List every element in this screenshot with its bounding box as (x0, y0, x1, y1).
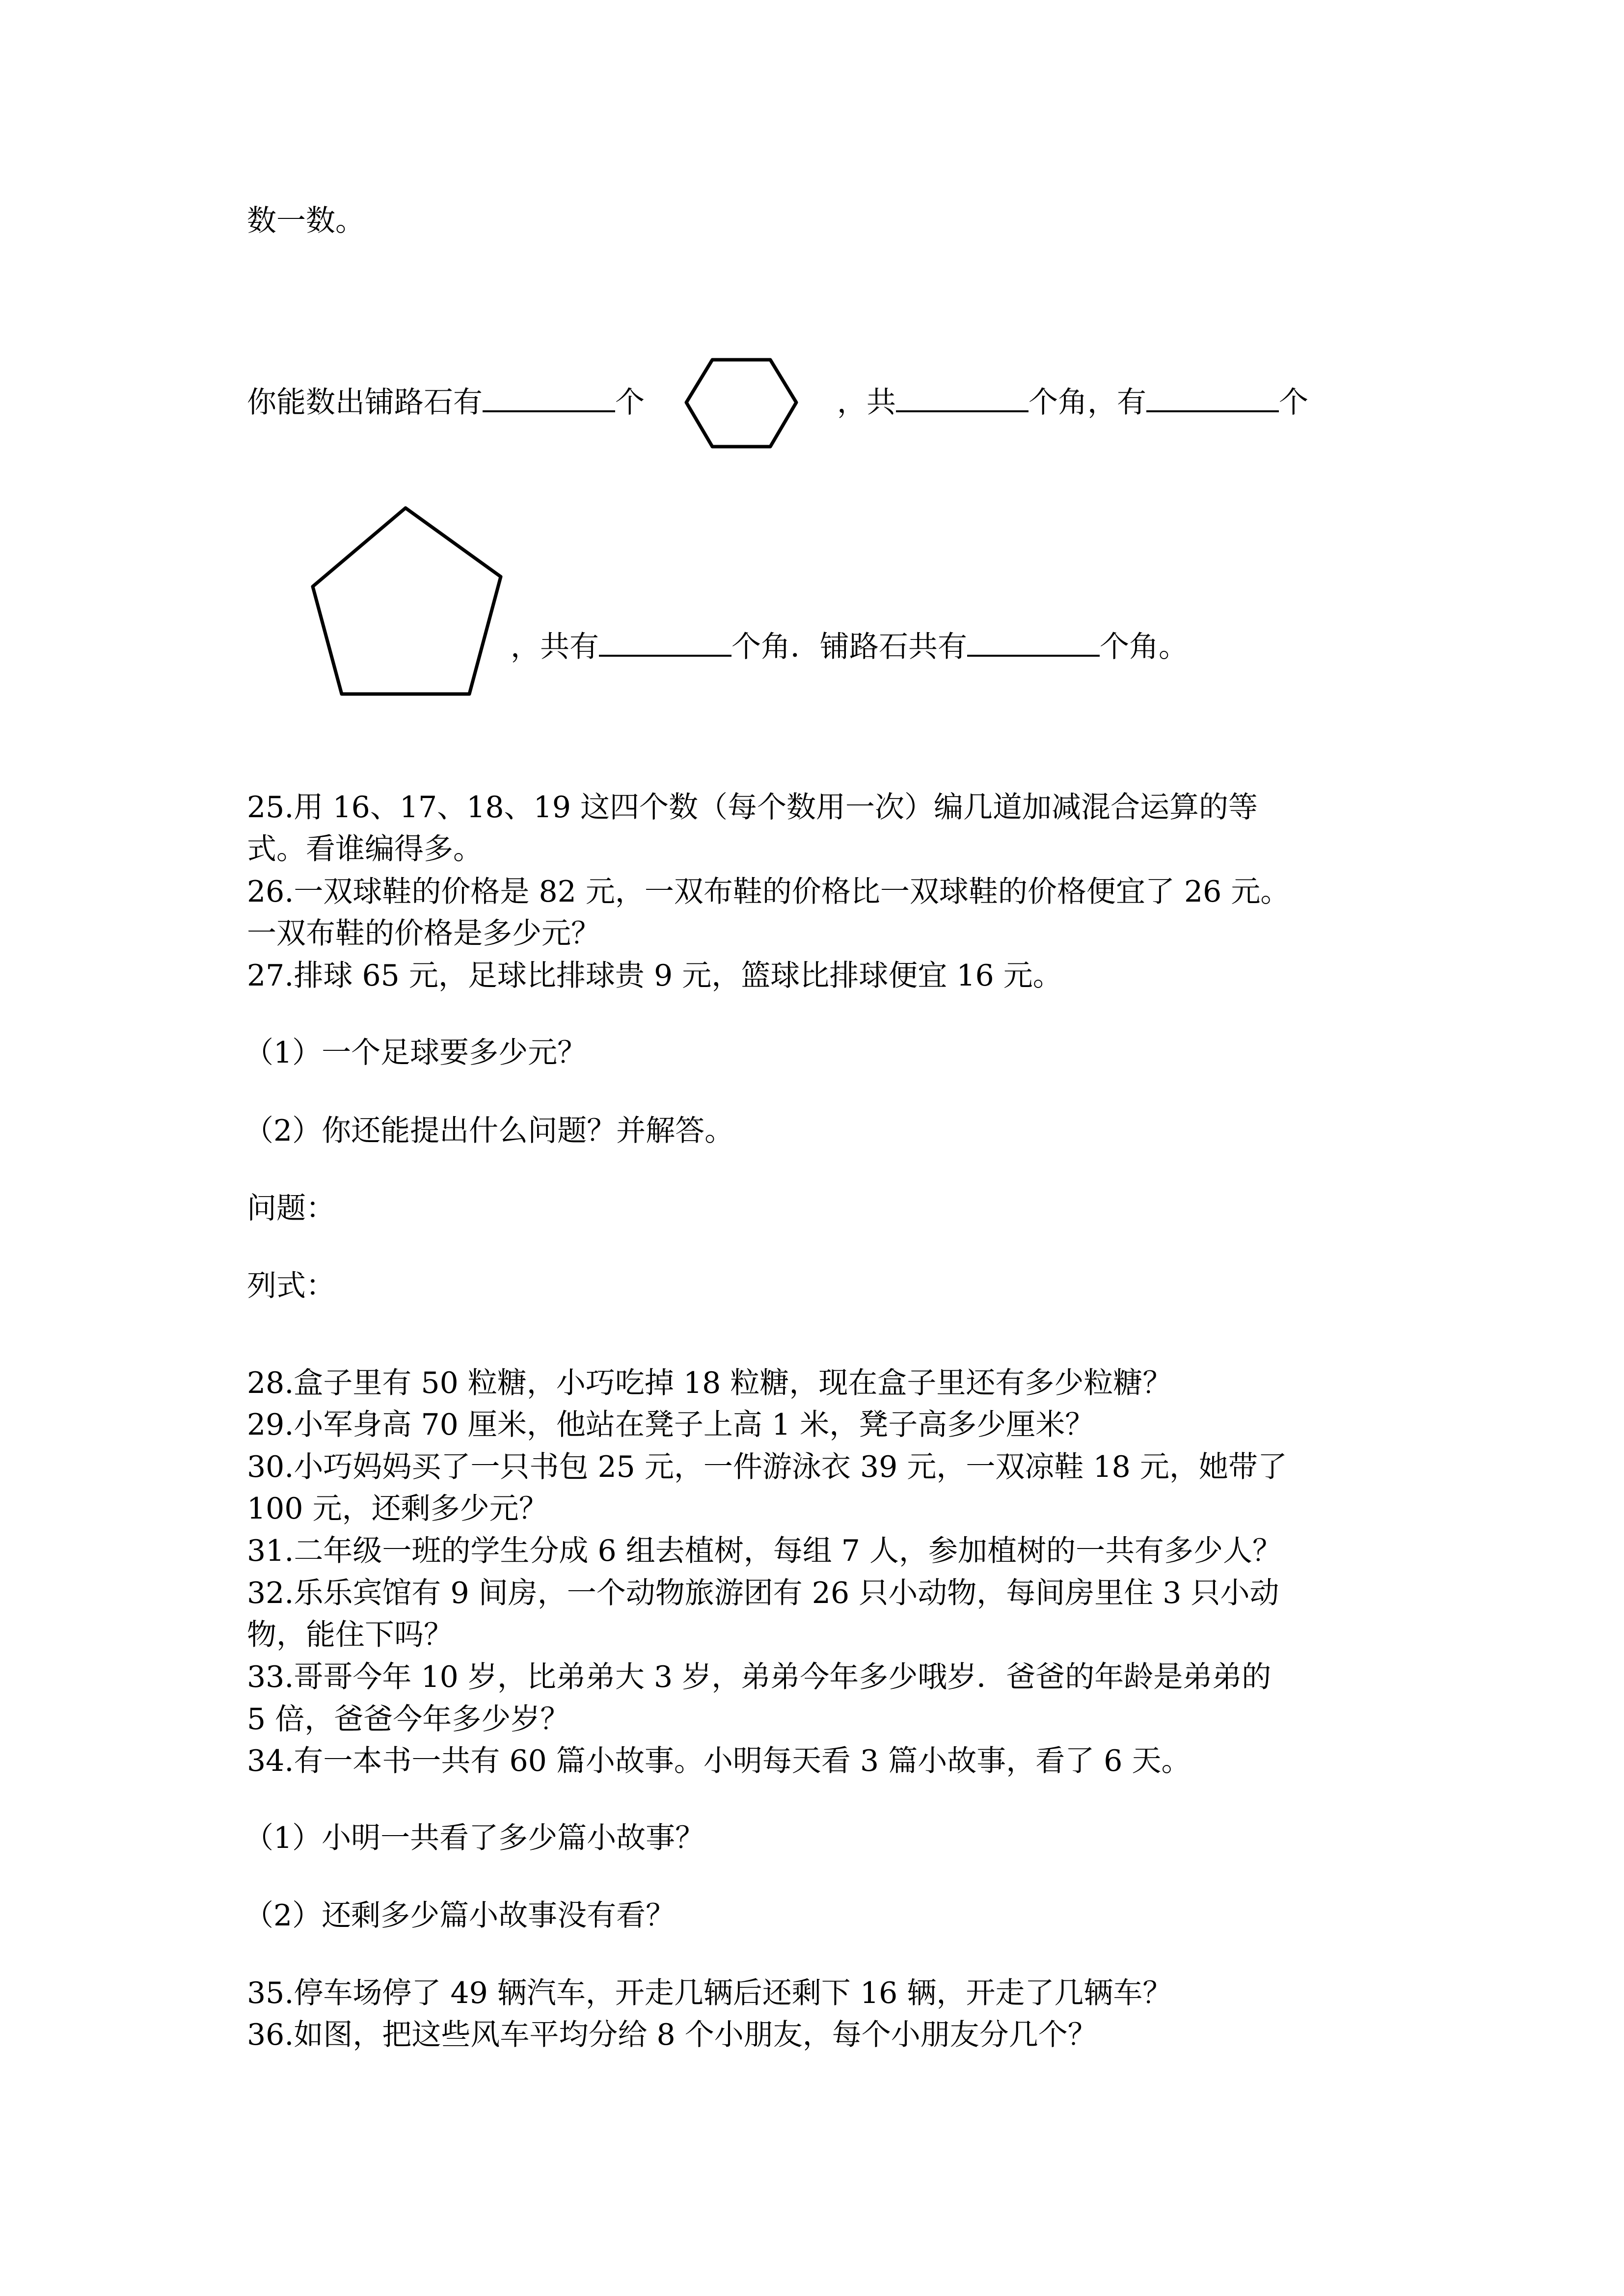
row2-text-c: 个角。 (1100, 630, 1188, 664)
q30-line1: 30.小巧妈妈买了一只书包 25 元，一件游泳衣 39 元，一双凉鞋 18 元，她带了 (247, 1450, 1287, 1484)
q26-line1: 26.一双球鞋的价格是 82 元，一双布鞋的价格比一双球鞋的价格便宜了 26 元。 (247, 875, 1290, 909)
q34-sub2: （2）还剩多少篇小故事没有看？ (244, 1898, 676, 1933)
q26-line2: 一双布鞋的价格是多少元？ (247, 916, 600, 951)
q28-text: 28.盒子里有 50 粒糖，小巧吃掉 18 粒糖，现在盒子里还有多少粒糖？ (247, 1366, 1172, 1400)
shapes-question-row1-right (837, 382, 1308, 423)
blank-pentagon-angles[interactable] (599, 627, 731, 657)
q27-formula-label: 列式： (247, 1269, 335, 1303)
intro-text: 数一数。 (247, 204, 365, 238)
row2-text-b: 个角．铺路石共有 (731, 630, 967, 664)
q32-line2: 物，能住下吗？ (247, 1618, 453, 1652)
blank-total-angles[interactable] (967, 627, 1100, 657)
pentagon-icon (307, 501, 508, 702)
row1-text-b: 个 (615, 385, 645, 420)
hexagon-icon (680, 353, 803, 456)
row1-text-c: ，共 (837, 385, 896, 420)
q27-line1: 27.排球 65 元，足球比排球贵 9 元，篮球比排球便宜 16 元。 (247, 959, 1062, 993)
q25-line2: 式。看谁编得多。 (247, 832, 483, 866)
q31-text: 31.二年级一班的学生分成 6 组去植树，每组 7 人，参加植树的一共有多少人？ (247, 1534, 1282, 1568)
q33-line2: 5 倍，爸爸今年多少岁？ (247, 1702, 570, 1736)
q36-text: 36.如图，把这些风车平均分给 8 个小朋友，每个小朋友分几个？ (247, 2018, 1097, 2052)
shapes-question-row1 (247, 382, 645, 423)
q34-line1: 34.有一本书一共有 60 篇小故事。小明每天看 3 篇小故事，看了 6 天。 (247, 1744, 1191, 1778)
q27-sub2: （2）你还能提出什么问题？并解答。 (244, 1114, 734, 1148)
q32-line1: 32.乐乐宾馆有 9 间房，一个动物旅游团有 26 只小动物，每间房里住 3 只小动 (247, 1576, 1279, 1610)
shapes-question-row2 (511, 626, 1188, 667)
q27-sub1: （1）一个足球要多少元？ (244, 1036, 587, 1070)
q30-line2: 100 元，还剩多少元？ (247, 1492, 548, 1526)
q25-line1: 25.用 16、17、18、19 这四个数（每个数用一次）编几道加减混合运算的等 (247, 790, 1258, 825)
row1-text-e: 个 (1279, 385, 1308, 420)
q35-text: 35.停车场停了 49 辆汽车，开走几辆后还剩下 16 辆，开走了几辆车？ (247, 1976, 1172, 2010)
row1-text-d: 个角，有 (1029, 385, 1146, 420)
blank-hexagon-angles[interactable] (896, 383, 1029, 412)
blank-stone-count[interactable] (483, 383, 615, 412)
q29-text: 29.小军身高 70 厘米，他站在凳子上高 1 米，凳子高多少厘米？ (247, 1408, 1095, 1442)
q34-sub1: （1）小明一共看了多少篇小故事？ (244, 1821, 705, 1855)
row1-text-a: 你能数出铺路石有 (247, 385, 483, 420)
row2-text-a: ，共有 (511, 630, 599, 664)
q33-line1: 33.哥哥今年 10 岁，比弟弟大 3 岁，弟弟今年多少哦岁．爸爸的年龄是弟弟的 (247, 1660, 1272, 1694)
blank-pentagon-count[interactable] (1146, 383, 1279, 412)
q27-question-label: 问题： (247, 1191, 335, 1226)
